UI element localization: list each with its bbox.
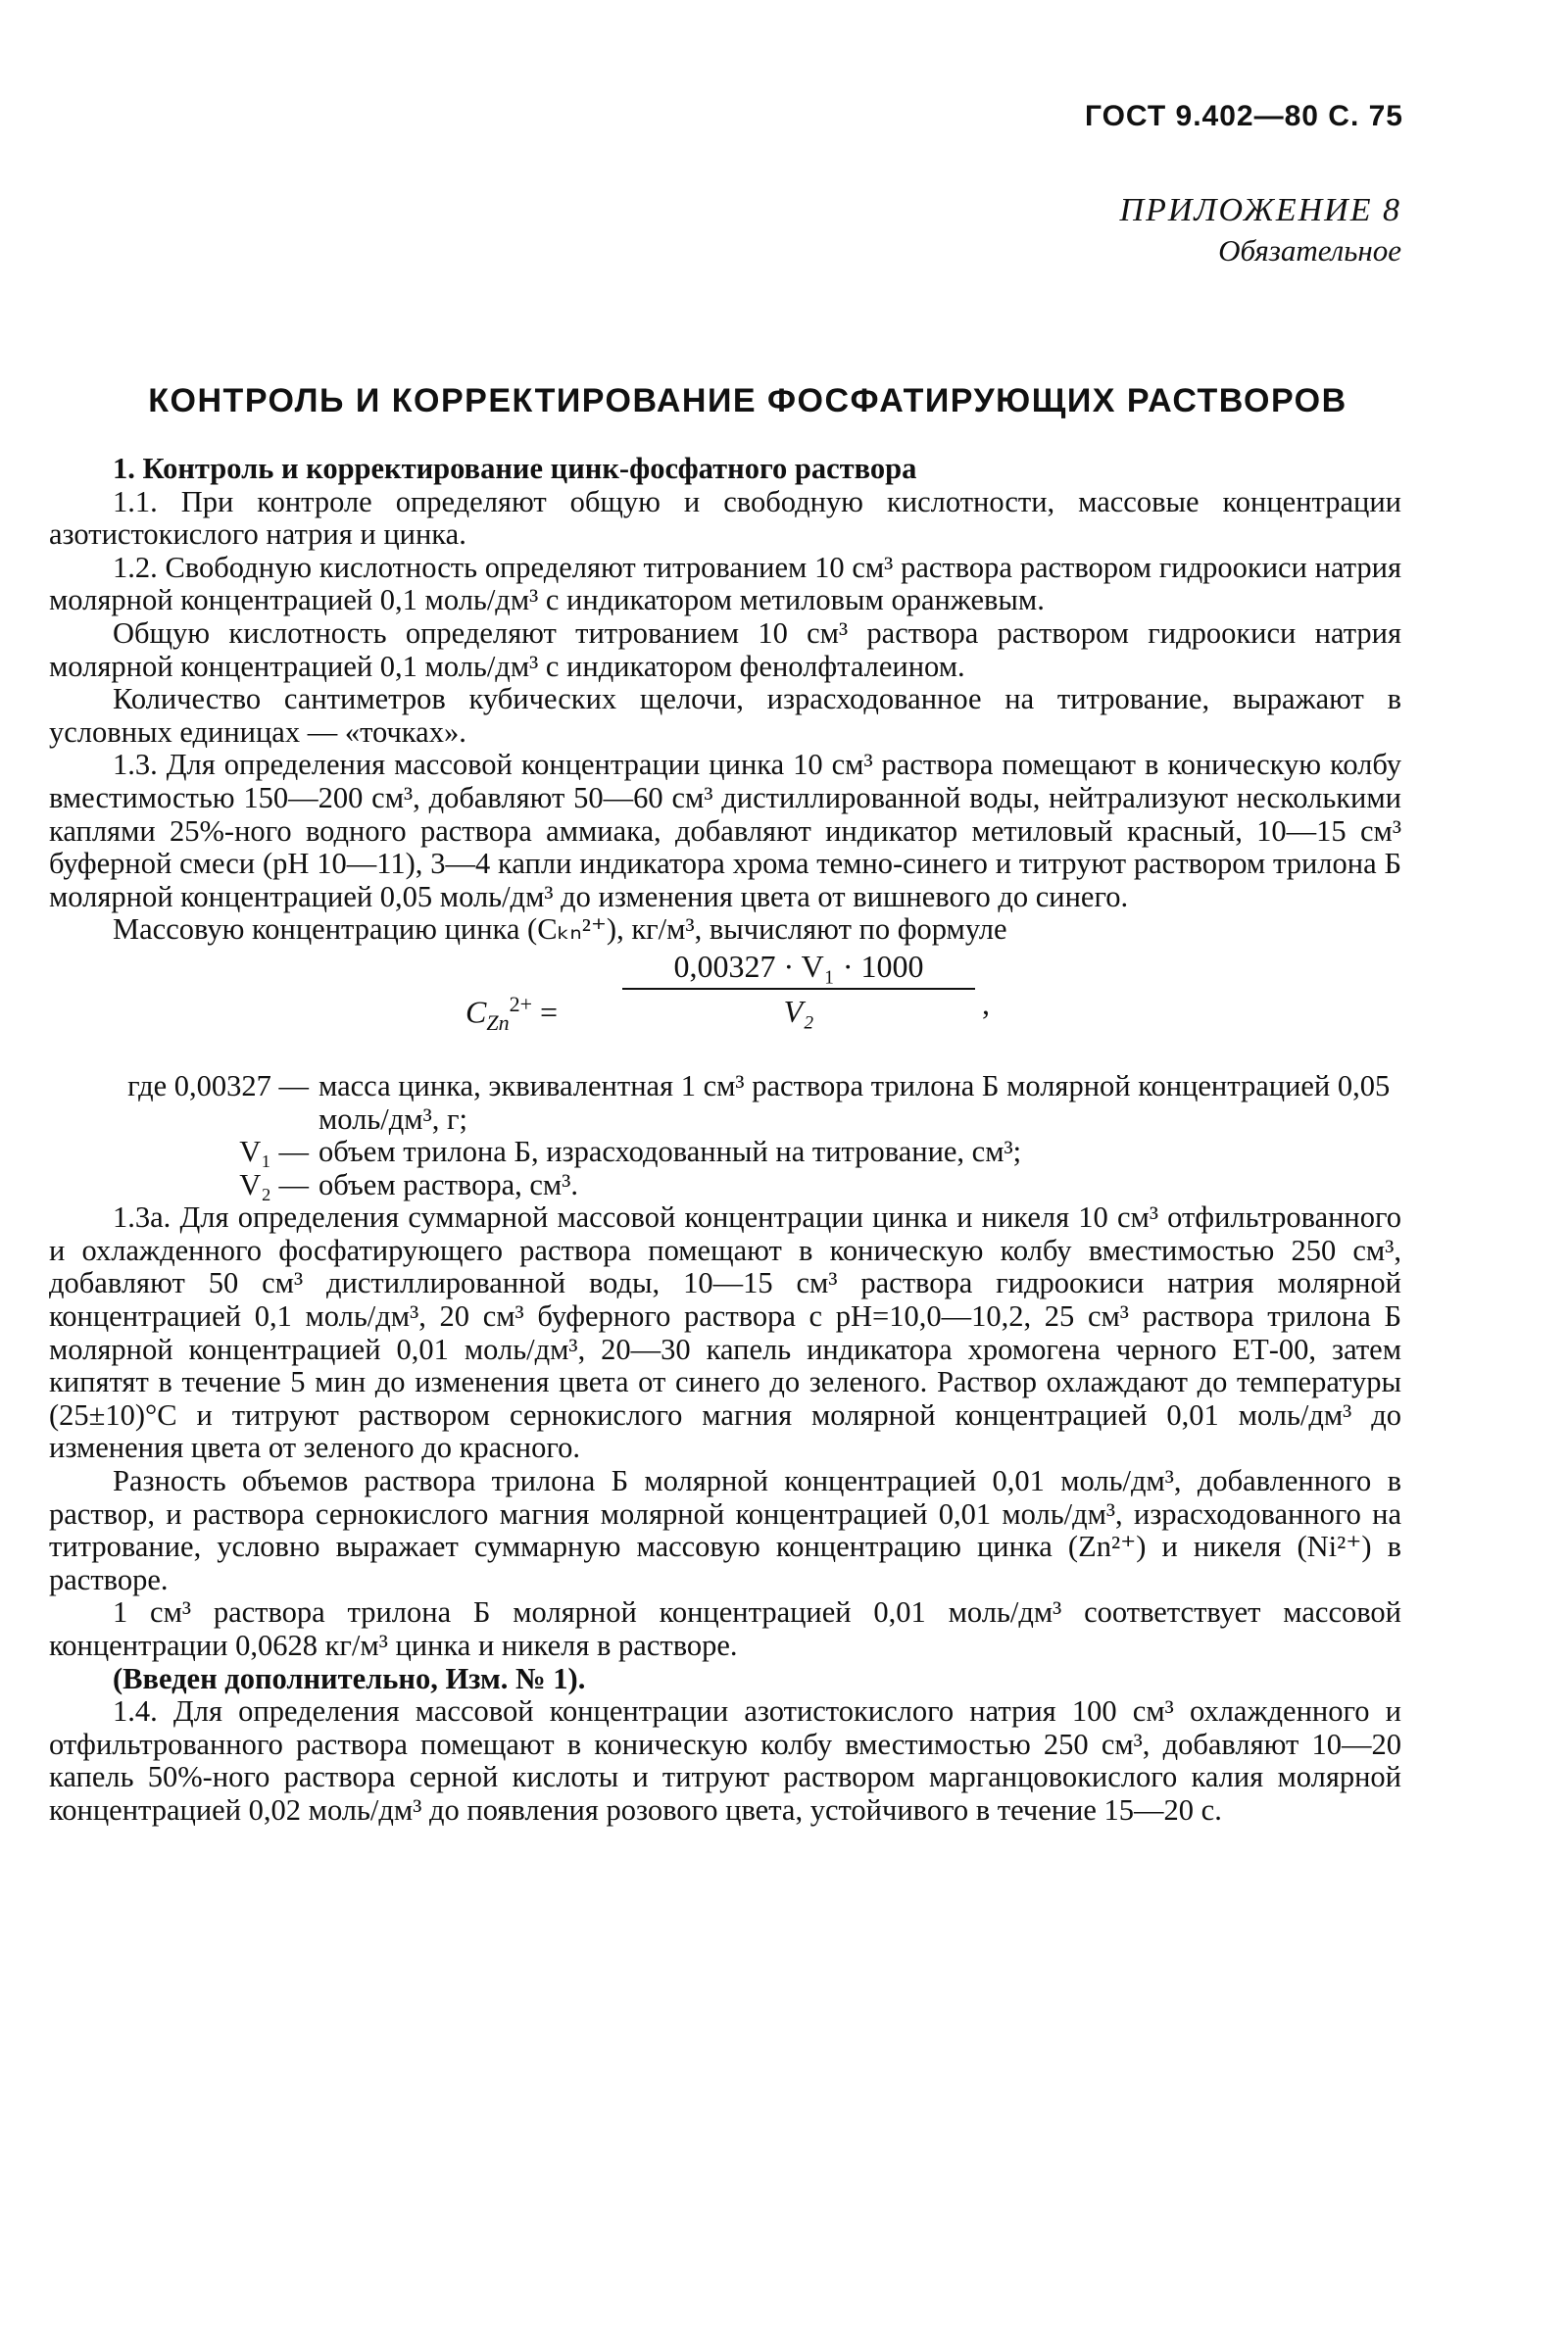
document-title: КОНТРОЛЬ И КОРРЕКТИРОВАНИЕ ФОСФАТИРУЮЩИХ РАСТВОРОВ (148, 382, 1348, 419)
definition-symbol: где 0,00327 — (127, 1068, 309, 1102)
paragraph-1-3: 1.3. Для определения массовой концентрации цинка 10 см³ раствора помещают в коническую колбу вместимостью 150—200 см³, добавляют 50—60 см³ дистиллированной воды, нейтрализуют несколькими каплями 25%-ного водного раствора аммиака, добавляют индикатор метиловый красный, 10—15 см³ буферной смеси (рН 10—11), 3—4 капли индикатора хрома темно-синего и титруют раствором трилона Б молярной концентрацией 0,05 моль/дм³ до изменения цвета от вишневого до синего. (49, 748, 1401, 913)
paragraph-1-1: 1.1. При контроле определяют общую и свободную кислотности, массовые концентрации азотистокислого натрия и цинка. (49, 484, 1401, 552)
appendix-status: Обязательное (1218, 233, 1401, 268)
paragraph-1-2: 1.2. Свободную кислотность определяют титрованием 10 см³ раствора раствором гидроокиси натрия молярной концентрацией 0,1 моль/дм³ с индикатором метиловым оранжевым. (49, 550, 1401, 617)
definition-row (49, 1070, 1401, 1136)
paragraph-1-4: 1.4. Для определения массовой концентрации азотистокислого натрия 100 см³ охлажденного и отфильтрованного раствора помещают в коническую колбу вместимостью 250 см³, добавляют 10—20 капель 50%-ного раствора серной кислоты и титруют раствором марганцовокислого калия молярной концентрацией 0,02 моль/дм³ до появления розового цвета, устойчивого в течение 15—20 с. (49, 1694, 1401, 1827)
formula-lhs-sub: Zn (486, 1009, 510, 1035)
definition-text: масса цинка, эквивалентная 1 см³ раствора трилона Б молярной концентрацией 0,05 моль/дм³, г; (318, 1068, 1391, 1136)
appendix-label: ПРИЛОЖЕНИЕ 8 (1119, 192, 1401, 228)
formula-lhs (466, 988, 558, 1040)
paragraph-1-2-points: Количество сантиметров кубических щелочи, израсходованное на титрование, выражают в условных единицах — «точках». (49, 682, 1401, 749)
paragraph-1-3a: 1.3а. Для определения суммарной массовой концентрации цинка и никеля 10 см³ отфильтрованного и охлажденного фосфатирующего раствора помещают в коническую колбу вместимостью 250 см³, добавляют 50 см³ дистиллированной воды, 10—15 см³ раствора гидроокиси натрия молярной концентрацией 0,1 моль/дм³, 20 см³ буферного раствора с рН=10,0—10,2, 25 см³ раствора трилона Б молярной концентрацией 0,01 моль/дм³, 20—30 капель индикатора хромогена черного ЕТ-00, затем кипятят в течение 5 мин до изменения цвета от синего до зеленого. Раствор охлаждают до температуры (25±10)°С и титруют раствором сернокислого магния молярной концентрацией 0,01 моль/дм³ до изменения цвета от зеленого до красного. (49, 1200, 1401, 1465)
paragraph-1-3-formula-intro: Массовую концентрацию цинка (Cₖₙ²⁺), кг/м³, вычисляют по формуле (113, 912, 1007, 947)
zinc-formula (49, 948, 1401, 1064)
definition-row (49, 1169, 1401, 1202)
formula-lhs-sup: 2+ (509, 991, 533, 1016)
paragraph-1-2-total-acidity: Общую кислотность определяют титрованием 10 см³ раствора раствором гидроокиси натрия молярной концентрацией 0,1 моль/дм³ с индикатором фенолфталеином. (49, 615, 1401, 683)
document-body (49, 453, 1401, 1828)
formula-equals: = (540, 994, 559, 1030)
formula-lhs-symbol: C (466, 994, 487, 1030)
amendment-note: (Введен дополнительно, Изм. № 1). (113, 1661, 586, 1695)
definition-text: объем трилона Б, израсходованный на титрование, см³; (318, 1135, 1022, 1169)
formula-fraction (622, 948, 975, 1029)
definition-text: объем раствора, см³. (318, 1167, 578, 1201)
formula-denominator: V₂ (783, 993, 814, 1029)
page-header: ГОСТ 9.402—80 С. 75 (1084, 100, 1403, 132)
formula-definitions (49, 1070, 1401, 1201)
formula-numerator: 0,00327 · V₁ · 1000 (622, 951, 975, 990)
paragraph-1-3a-difference: Разность объемов раствора трилона Б молярной концентрацией 0,01 моль/дм³, добавленного в раствор, и раствора сернокислого магния молярной концентрацией 0,01 моль/дм³, израсходованного на титрование, условно выражает суммарную массовую концентрацию цинка (Zn²⁺) и никеля (Ni²⁺) в растворе. (49, 1464, 1401, 1596)
appendix-block (1120, 192, 1401, 269)
definition-symbol: V₂ — (239, 1167, 309, 1201)
paragraph-1-3a-equivalence: 1 см³ раствора трилона Б молярной концентрацией 0,01 моль/дм³ соответствует массовой концентрации 0,0628 кг/м³ цинка и никеля в растворе. (49, 1595, 1401, 1662)
formula-trail: , (982, 985, 990, 1021)
definition-row (49, 1136, 1401, 1169)
section-heading: 1. Контроль и корректирование цинк-фосфатного раствора (113, 452, 917, 485)
definition-symbol: V₁ — (239, 1135, 309, 1169)
